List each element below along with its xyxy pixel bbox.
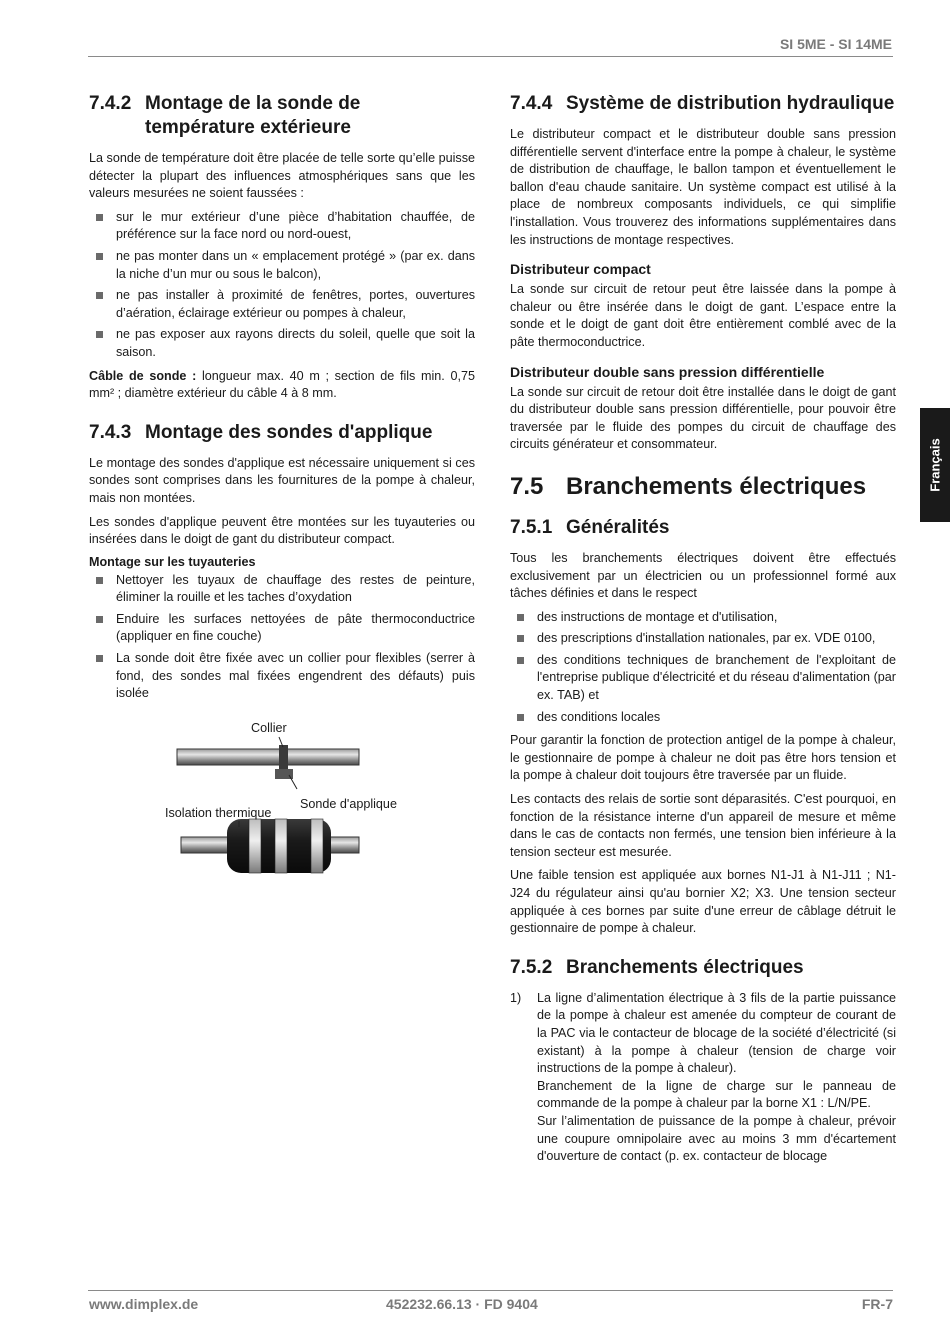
paragraph: La sonde de température doit être placée de telle sorte qu’elle puisse détecter la plupart des influences atmosphériques sans que les valeurs mesurées ne soient faussées :: [89, 151, 475, 201]
paragraph: Tous les branchements électriques doivent être effectués exclusivement par un électricien ou un professionnel formé aux tâches définies et dans le respect: [510, 550, 896, 601]
list-item: ne pas exposer aux rayons directs du soleil, quelle que soit la saison.: [89, 326, 475, 361]
paragraph: Le montage des sondes d'applique est nécessaire uniquement si ces sondes sont comprises dans les fournitures de la pompe à chaleur, mais non montées.: [89, 455, 475, 505]
right-column: [510, 92, 896, 1166]
subheading: Distributeur double sans pression différentielle: [510, 363, 825, 380]
paragraph: Pour garantir la fonction de protection antigel de la pompe à chaleur, le gestionnaire de pompe à chaleur ne doit pas être hors tension et la pompe à chaleur doit toujours être traversée par un fluide.: [510, 733, 896, 783]
list-paragraph: La ligne d’alimentation électrique à 3 fils de la partie puissance de la pompe à chaleur est amenée du compteur de courant de la PAC via le contacteur de blocage de la société d’électricité (si existant) à la pompe à chaleur (tension de charge voir instructions de la pompe à chaleur).: [537, 990, 896, 1076]
footer-docnum: 452232.66.13 · FD 9404: [386, 1296, 538, 1312]
header-title: SI 5ME - SI 14ME: [779, 36, 892, 52]
band: [311, 819, 323, 873]
paragraph: Les sondes d'applique peuvent être montées sur les tuyauteries ou insérées dans le doigt de gant du distributeur compact.: [89, 514, 475, 547]
bullet-list: [510, 609, 896, 727]
subheading: Montage sur les tuyauteries: [89, 554, 256, 569]
section-title: Branchements électriques: [566, 472, 867, 500]
list-paragraph: Sur l’alimentation de puissance de la pompe à chaleur, prévoir une coupure omnipolaire avec au moins 3 mm d'écartement d'ouverture de contact (p. ex. contacteur de blocage: [537, 1113, 896, 1164]
language-label: Français: [927, 438, 943, 492]
bullet-list: [89, 572, 475, 703]
section-number: 7.5.1: [510, 516, 553, 538]
paragraph: Le distributeur compact et le distributeur double sans pression différentielle servent d'interface entre la pompe à chaleur, le système de distribution de chauffage, le ballon tampon et éventuellement le ballon d'eau chaude sanitaire. Un système compact est utilisé à la place de nombreux composants individuels, ce qui simplifie l'installation. Vous trouverez des informations supplémentaires dans les instructions de montage respectives.: [510, 127, 896, 247]
pipe-illustration: [89, 709, 475, 889]
bullet-list: [89, 209, 475, 362]
upper-pipe: [177, 749, 359, 765]
paragraph: Les contacts des relais de sortie sont déparasités. C'est pourquoi, en fonction de la résistance interne d'un appareil de mesure et même dans le cas de contacts non fermés, une tension bien inférieure à la tension secteur est mesurée.: [510, 792, 896, 859]
language-tab: [920, 408, 950, 522]
list-item: [510, 990, 896, 1166]
section-title: Branchements électriques: [566, 956, 804, 978]
list-item: sur le mur extérieur d’une pièce d’habitation chauffée, de préférence sur la face nord ou nord-ouest,: [89, 209, 475, 244]
list-item: ne pas installer à proximité de fenêtres, portes, ouvertures d’aération, éclairage extérieur ou pompes à chaleur,: [89, 287, 475, 322]
section-title: Montage de la sonde de température extérieure: [145, 93, 361, 138]
section-7-4-3-heading: [89, 421, 475, 445]
list-item: des instructions de montage et d'utilisation,: [510, 609, 896, 627]
section-7-5-heading: [510, 472, 896, 502]
numbered-list: [510, 990, 896, 1166]
cable-paragraph: [89, 368, 475, 403]
band: [249, 819, 261, 873]
list-item: La sonde doit être fixée avec un collier pour flexibles (serrer à fond, des sondes mal fixées engendrent des défauts) puis isolée: [89, 650, 475, 703]
list-item: des conditions techniques de branchement de l'exploitant de l'entreprise publique d'électricité et du réseau d'alimentation (par ex. TAB) et: [510, 652, 896, 705]
cable-text: longueur max. 40 m ; section de fils min. 0,75 mm² ; diamètre extérieur du câble 4 à 8 mm.: [89, 368, 475, 401]
list-marker: 1): [510, 990, 522, 1005]
section-title: Généralités: [566, 516, 670, 538]
section-number: 7.5: [510, 472, 544, 500]
section-number: 7.5.2: [510, 956, 553, 978]
section-7-5-1-heading: [510, 516, 896, 540]
paragraph: La sonde sur circuit de retour doit être installée dans le doigt de gant du distributeur double sans pression différentielle, pour pouvoir être traversée par le fluide des pompes du circuit de chauffage des circuits générateur et consommateur.: [510, 384, 896, 452]
section-number: 7.4.4: [510, 93, 553, 114]
sensor-mounting-figure: [89, 709, 475, 889]
paragraph: La sonde sur circuit de retour peut être laissée dans la pompe à chaleur ou être insérée dans le doigt de gant. L’espace entre la sonde et le doigt de gant doit être entièrement comblé avec de la pâte thermoconductrice.: [510, 282, 896, 349]
section-number: 7.4.3: [89, 421, 132, 443]
left-column: [89, 92, 475, 889]
list-item: Enduire les surfaces nettoyées de pâte thermoconductrice (appliquer en fine couche): [89, 611, 475, 646]
subheading: Distributeur compact: [510, 261, 651, 278]
section-title: Montage des sondes d'applique: [145, 421, 433, 443]
list-item: Nettoyer les tuyaux de chauffage des restes de peinture, éliminer la rouille et les taches d’oxydation: [89, 572, 475, 607]
footer-page-number: FR-7: [861, 1296, 893, 1312]
clamp: [279, 745, 288, 769]
cable-label: Câble de sonde :: [89, 368, 197, 383]
section-7-4-4-heading: [510, 92, 896, 116]
section-7-5-2-heading: [510, 956, 896, 980]
footer-website: www.dimplex.de: [89, 1296, 199, 1312]
footer-divider: [88, 1290, 893, 1291]
list-paragraph: Branchement de la ligne de charge sur le panneau de commande de la pompe à chaleur par la borne X1 : L/N/PE.: [537, 1078, 896, 1111]
header-divider: [88, 56, 893, 57]
band: [275, 819, 287, 873]
label-sonde: Sonde d'applique: [300, 796, 397, 811]
section-number: 7.4.2: [89, 93, 132, 114]
section-title: Système de distribution hydraulique: [566, 93, 895, 114]
label-isolation: Isolation thermique: [165, 805, 272, 820]
label-collier: Collier: [251, 720, 287, 735]
list-item: des conditions locales: [510, 709, 896, 727]
paragraph: Une faible tension est appliquée aux bornes N1-J1 à N1-J11 ; N1-J24 du régulateur ainsi qu'au bornier X2; X3. Une tension secteur appliquée à ces bornes par suite d'une erreur de câblage détruit le gestionnaire de pompe à chaleur.: [510, 868, 896, 936]
list-item: des prescriptions d'installation nationales, par ex. VDE 0100,: [510, 630, 896, 648]
section-7-4-2-heading: [89, 92, 475, 140]
list-item: ne pas monter dans un « emplacement protégé » (par ex. dans la niche d’un mur ou sous le balcon),: [89, 248, 475, 283]
